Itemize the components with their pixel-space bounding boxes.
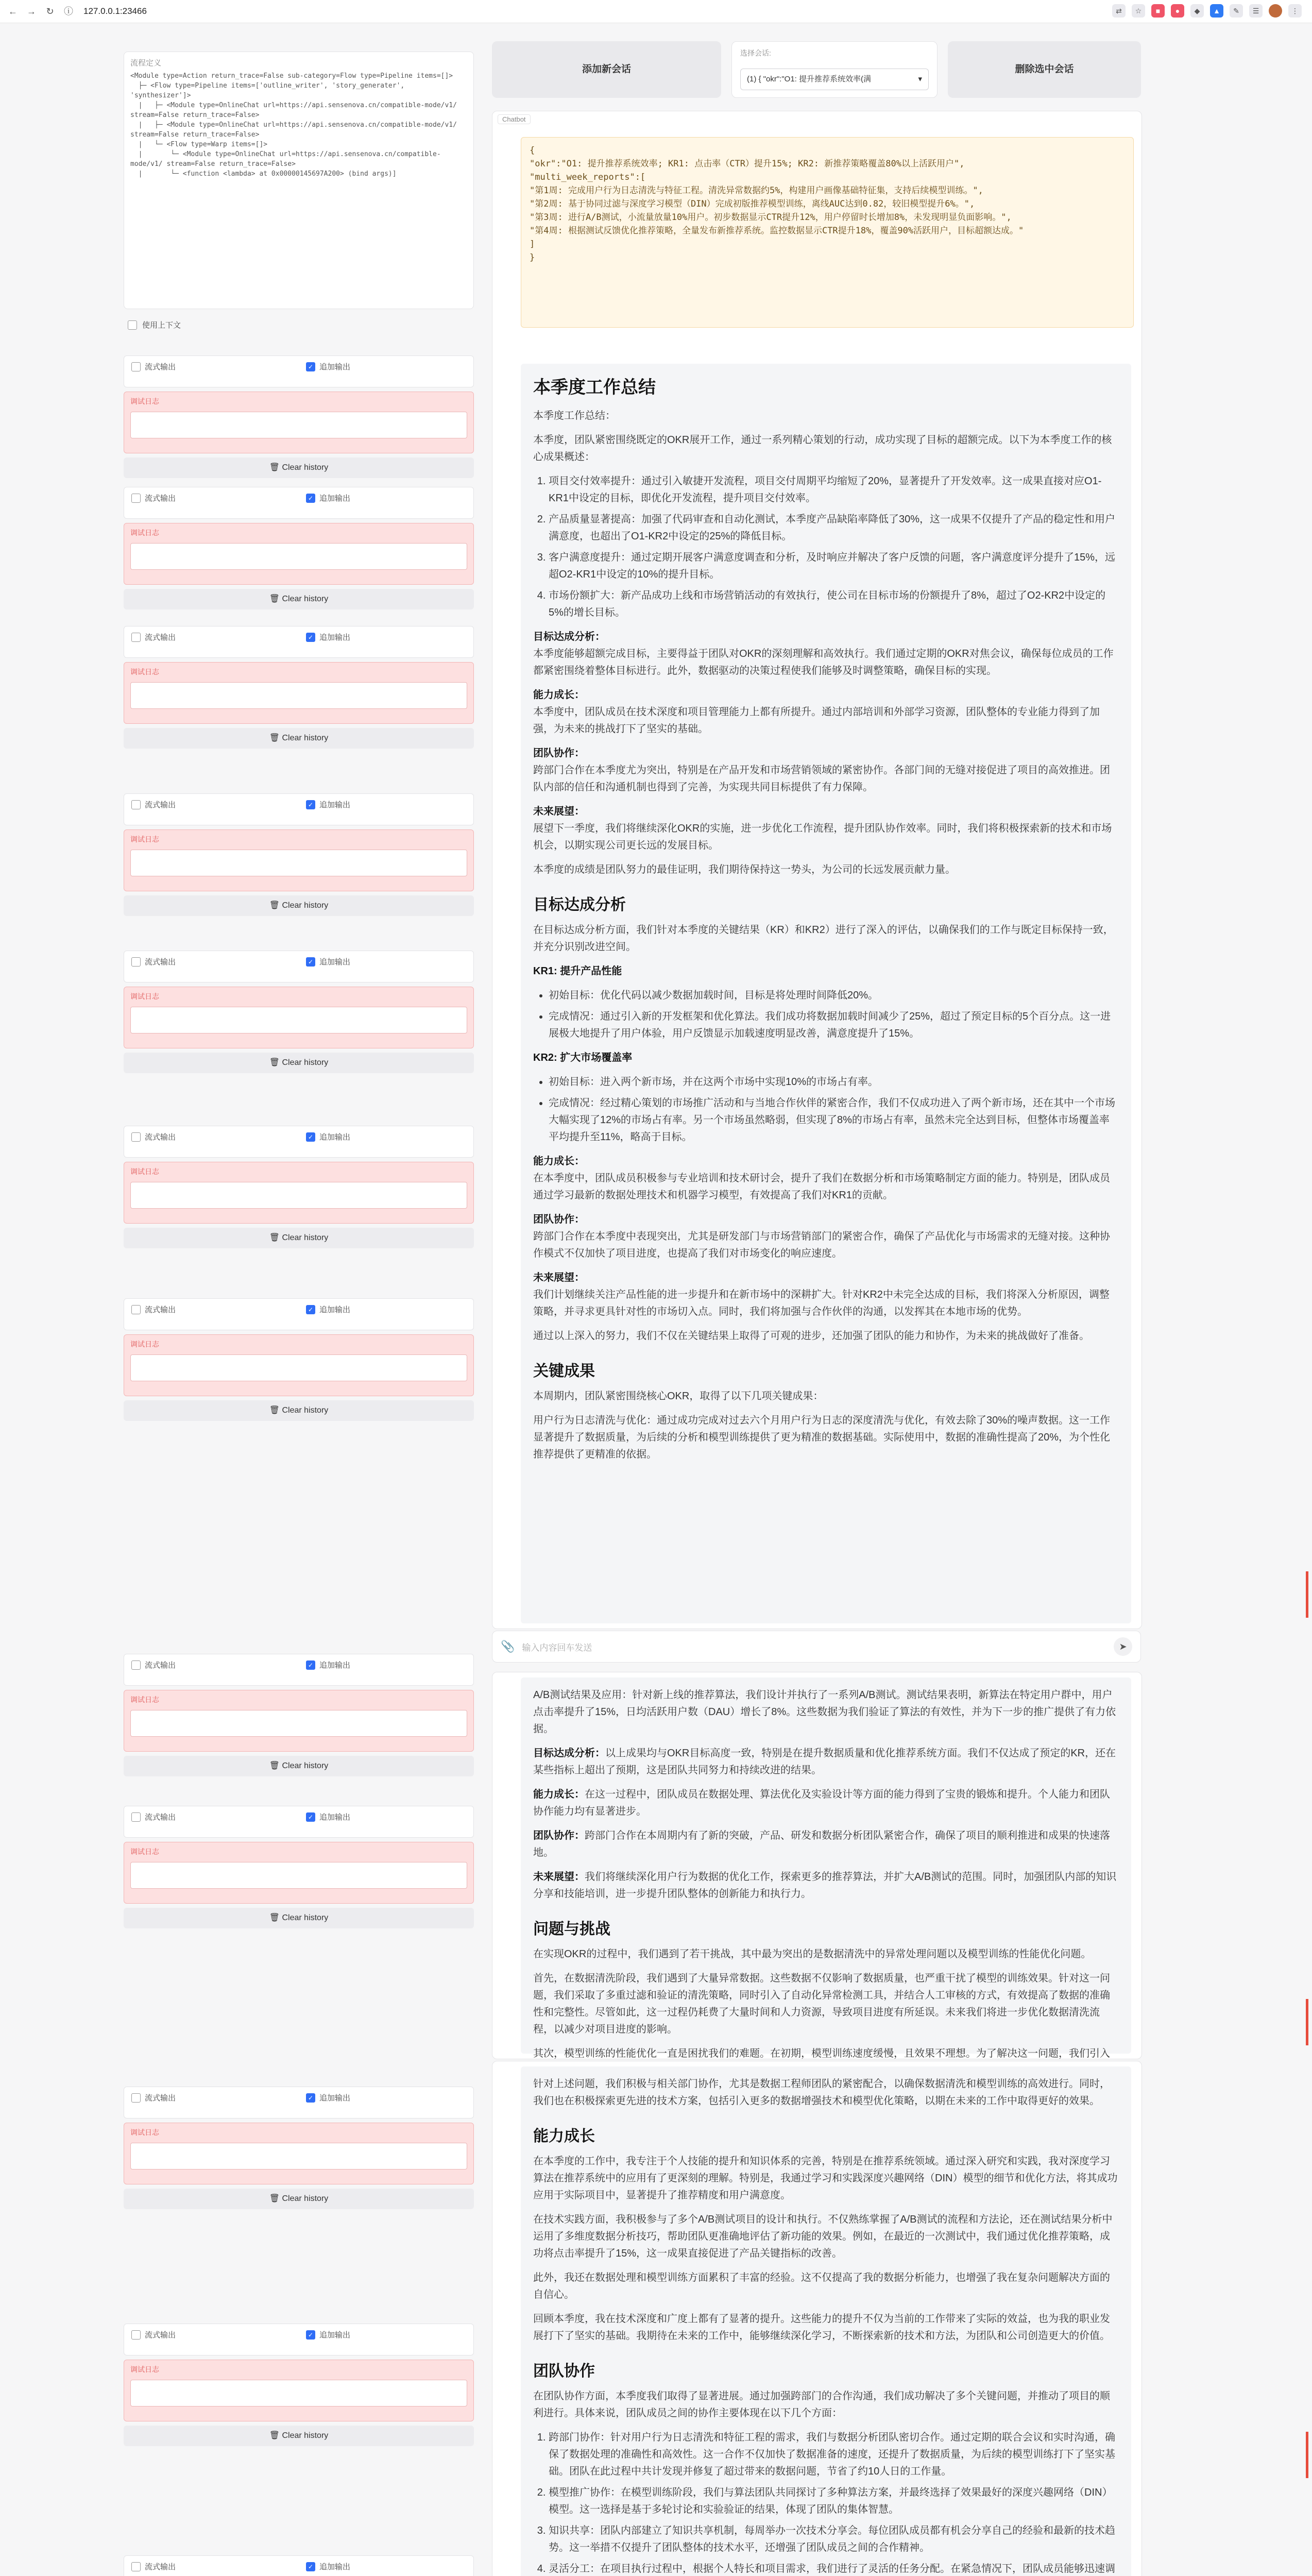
subheading: 能力成长： (533, 1789, 585, 1800)
output-options (124, 1126, 474, 1158)
debug-log-label: 调试日志 (130, 992, 159, 1001)
paragraph: 在技术实践方面，我积极参与了多个A/B测试项目的设计和执行。不仅熟练掌握了A/B测试的流程和方法论，还在测试结果分析中运用了多维度数据分析技巧，帮助团队更准确地评估了新功能的效果。例如，在最近的一次测试中，我们通过优化推荐策略，成功将点击率提升了15%，这一成果直接促进了产品关键指标的改善。 (533, 2214, 1113, 2259)
subheading: 未来展望： (533, 1272, 585, 1283)
clear-history-label: Clear history (282, 463, 329, 472)
append-output-label: 追加输出 (319, 1661, 351, 1670)
list-item: 2. 模型推广协作：在模型训练阶段，我们与算法团队共同探讨了多种算法方案，并最终选择了效果最好的深度兴趣网络（DIN）模型。这一选择是基于多轮讨论和实验验证的结果，体现了团队的集体智慧。 (549, 2484, 1119, 2518)
append-output-option[interactable] (299, 487, 473, 518)
stream-output-label: 流式输出 (145, 494, 176, 503)
checkbox-icon[interactable] (131, 2330, 141, 2340)
extension-red-icon[interactable]: ■ (1151, 4, 1165, 18)
append-output-label: 追加输出 (319, 363, 351, 371)
append-output-label: 追加输出 (319, 633, 351, 642)
paragraph: 本季度的成绩是团队努力的最佳证明，我们期待保持这一势头，为公司的长远发展贡献力量。 (533, 864, 956, 875)
module-control-group (124, 487, 474, 609)
checkbox-icon[interactable] (131, 1660, 141, 1670)
debug-log-textarea[interactable] (130, 682, 467, 709)
checkbox-icon[interactable] (131, 1812, 141, 1822)
debug-log-label: 调试日志 (130, 835, 159, 843)
output-options (124, 2555, 474, 2576)
trash-icon: 🗑 (269, 734, 282, 742)
append-output-option[interactable] (299, 2087, 473, 2118)
stream-output-label: 流式输出 (145, 1133, 176, 1142)
trash-icon: 🗑 (269, 1913, 282, 1922)
checkbox-icon[interactable] (131, 633, 141, 642)
append-output-label: 追加输出 (319, 2563, 351, 2571)
debug-log-label: 调试日志 (130, 1696, 159, 1704)
scroll-indicator[interactable] (1306, 1999, 1308, 2045)
debug-log-box (124, 1334, 474, 1396)
summary-list (533, 473, 1119, 621)
chatbot-panel (492, 1672, 1142, 2059)
assistant-message (521, 1677, 1131, 2059)
clear-history-label: Clear history (282, 1913, 329, 1922)
list-item: • 完成情况：经过精心策划的市场推广活动和与当地合作伙伴的紧密合作，我们不仅成功进入了两个新市场，还在其中一个市场大幅实现了12%的市场占有率。另一个市场虽然略弱，但实现了8%的市场占有率，虽然未完全达到目标，但整体市场覆盖率平均提升至11%，略高于目标。 (549, 1095, 1119, 1146)
checkbox-checked-icon[interactable]: ✓ (306, 1305, 315, 1314)
output-options (124, 1298, 474, 1330)
use-context-toggle[interactable] (128, 319, 474, 330)
append-output-option[interactable] (299, 951, 473, 982)
stream-output-label: 流式输出 (145, 1661, 176, 1670)
clear-history-label: Clear history (282, 1058, 329, 1067)
kr2-list (533, 1074, 1119, 1146)
debug-log-textarea[interactable] (130, 1007, 467, 1033)
clear-history-label: Clear history (282, 2194, 329, 2203)
paragraph: 回顾本季度，我在技术深度和广度上都有了显著的提升。这些能力的提升不仅为当前的工作带来了实际的效益，也为我的职业发展打下了坚实的基础。我期待在未来的工作中，能够继续深化学习，不断探索新的技术和方法，为团队和公司创造更大的价值。 (533, 2313, 1110, 2342)
checkbox-icon[interactable] (131, 362, 141, 371)
clear-history-button[interactable] (124, 1908, 474, 1928)
message-input-bar[interactable] (492, 1631, 1141, 1663)
output-options (124, 793, 474, 825)
paragraph: 本季度工作总结： (533, 410, 616, 421)
clear-history-button[interactable] (124, 589, 474, 609)
browser-toolbar (0, 0, 1312, 23)
append-output-option[interactable] (299, 1299, 473, 1330)
section-title: 关键成果 (533, 1363, 595, 1380)
section-title: 目标达成分析 (533, 896, 626, 913)
clear-history-button[interactable] (124, 2426, 474, 2446)
stream-output-option[interactable] (124, 794, 299, 825)
clear-history-label: Clear history (282, 1233, 329, 1242)
module-control-group (124, 2324, 474, 2446)
debug-log-textarea[interactable] (130, 850, 467, 876)
stream-output-option[interactable] (124, 1654, 299, 1685)
paragraph: 通过以上深入的努力，我们不仅在关键结果上取得了可观的进步，还加强了团队的能力和协作，为未来的挑战做好了准备。 (533, 1330, 1089, 1342)
output-options (124, 626, 474, 658)
paragraph: 在目标达成分析方面，我们针对本季度的关键结果（KR）和KR2）进行了深入的评估，以确保我们的工作与既定目标保持一致，并充分识别改进空间。 (533, 924, 1114, 953)
stream-output-label: 流式输出 (145, 958, 176, 967)
paragraph: 在团队协作方面，本季度我们取得了显著进展。通过加强跨部门的合作沟通，我们成功解决了多个关键问题，并推动了项目的顺利进行。具体来说，团队成员之间的协作主要体现在以下几个方面： (533, 2391, 1110, 2419)
delete-session-button[interactable]: 删除选中会话 (948, 41, 1141, 98)
output-options (124, 1806, 474, 1838)
debug-log-box (124, 829, 474, 891)
clear-history-label: Clear history (282, 1761, 329, 1770)
paragraph: 跨部门合作在本周期内有了新的突破，产品、研发和数据分析团队紧密合作，确保了项目的顺利推进和成果的快速落地。 (533, 1830, 1110, 1858)
module-control-group (124, 1654, 474, 1776)
trash-icon: 🗑 (269, 1058, 282, 1067)
checkbox-checked-icon[interactable]: ✓ (306, 633, 315, 642)
clear-history-button[interactable] (124, 2189, 474, 2209)
list-item: 3. 知识共享：团队内部建立了知识共享机制，每周举办一次技术分享会。每位团队成员都有机会分享自己的经验和最新的技术趋势。这一举措不仅提升了团队整体的技术水平，还增强了团队成员之间的合作精神。 (549, 2522, 1119, 2556)
clear-history-label: Clear history (282, 734, 329, 742)
extension-blue-icon[interactable]: ▲ (1210, 4, 1223, 18)
assistant-message (521, 2066, 1131, 2576)
debug-log-textarea[interactable] (130, 2380, 467, 2406)
translate-icon[interactable]: ⇄ (1112, 4, 1126, 18)
debug-log-textarea[interactable] (130, 1710, 467, 1737)
module-control-group (124, 1298, 474, 1421)
append-output-option[interactable] (299, 1806, 473, 1837)
section-title: 问题与挑战 (533, 1921, 610, 1938)
clear-history-label: Clear history (282, 595, 329, 603)
paragraph: 我们计划继续关注产品性能的进一步提升和在新市场中的深耕扩大。针对KR2中未完全达成的目标，我们将深入分析原因，调整策略，并寻求更具针对性的市场切入点。同时，我们将加强与合作伙伴的沟通，以发挥其在本地市场的优势。 (533, 1289, 1110, 1317)
add-session-button[interactable]: 添加新会话 (492, 41, 721, 98)
paragraph: 本周期内，团队紧密围绕核心OKR，取得了以下几项关键成果： (533, 1391, 824, 1402)
debug-log-textarea[interactable] (130, 2143, 467, 2170)
paragraph: 跨部门合作在本季度尤为突出，特别是在产品开发和市场营销领域的紧密协作。各部门间的无缝对接促进了项目的高效推进。团队内部的信任和沟通机制也得到了完善，为实现共同目标提供了有力保障。 (533, 765, 1110, 793)
stream-output-option[interactable] (124, 1126, 299, 1157)
paragraph: 展望下一季度，我们将继续深化OKR的实施，进一步优化工作流程，提升团队协作效率。同时，我们将积极探索新的技术和市场机会，以期实现公司更长远的发展目标。 (533, 823, 1112, 851)
stream-output-label: 流式输出 (145, 2563, 176, 2571)
back-icon[interactable]: ← (8, 6, 18, 16)
more-icon[interactable]: ⋮ (1288, 4, 1302, 18)
debug-log-label: 调试日志 (130, 1167, 159, 1176)
append-output-label: 追加输出 (319, 958, 351, 967)
clear-history-button[interactable] (124, 728, 474, 749)
module-control-group (124, 2555, 474, 2576)
append-output-label: 追加输出 (319, 801, 351, 809)
extension-pink-icon[interactable]: ● (1171, 4, 1184, 18)
append-output-label: 追加输出 (319, 2331, 351, 2340)
stream-output-label: 流式输出 (145, 1813, 176, 1822)
paragraph: 在这一过程中，团队成员在数据处理、算法优化及实验设计等方面的能力得到了宝贵的锻炼和提升。个人能力和团队协作能力均有显著进步。 (533, 1789, 1110, 1817)
subheading: 未来展望： (533, 1871, 585, 1883)
paragraph: 以上成果均与OKR目标高度一致，特别是在提升数据质量和优化推荐系统方面。我们不仅达成了预定的KR，还在某些指标上超出了预期，这是团队共同努力和持续改进的结果。 (533, 1748, 1116, 1776)
paragraph: 跨部门合作在本季度中表现突出，尤其是研发部门与市场营销部门的紧密合作，确保了产品优化与市场需求的无缝对接。这种协作模式不仅加快了项目进度，也提高了我们对市场变化的响应速度。 (533, 1231, 1110, 1259)
left-panel (124, 52, 474, 330)
checkbox-icon[interactable] (131, 957, 141, 967)
send-icon[interactable]: ➤ (1114, 1637, 1132, 1656)
output-options (124, 2324, 474, 2355)
append-output-option[interactable] (299, 2324, 473, 2355)
session-select-value[interactable] (740, 69, 929, 90)
trash-icon: 🗑 (269, 1761, 282, 1770)
append-output-label: 追加输出 (319, 1306, 351, 1314)
output-options (124, 2087, 474, 2119)
section-title: 能力成长 (533, 2128, 595, 2145)
checkbox-checked-icon[interactable]: ✓ (306, 1812, 315, 1822)
stream-output-option[interactable] (124, 1806, 299, 1837)
checkbox-icon[interactable] (131, 1305, 141, 1314)
debug-log-textarea[interactable] (130, 1862, 467, 1889)
checkbox-checked-icon[interactable]: ✓ (306, 2093, 315, 2103)
output-options (124, 487, 474, 519)
module-control-group (124, 1126, 474, 1248)
stream-output-label: 流式输出 (145, 1306, 176, 1314)
append-output-label: 追加输出 (319, 494, 351, 503)
debug-log-label: 调试日志 (130, 2128, 159, 2137)
subheading: 团队协作： (533, 1830, 585, 1841)
stream-output-label: 流式输出 (145, 2094, 176, 2103)
checkbox-icon[interactable] (128, 320, 137, 330)
debug-log-box (124, 1690, 474, 1752)
scroll-indicator[interactable] (1306, 2432, 1308, 2478)
stream-output-option[interactable] (124, 356, 299, 387)
list-item: 1. 跨部门协作：针对用户行为日志清洗和特征工程的需求，我们与数据分析团队密切合作。通过定期的联合会议和实时沟通，确保了数据处理的准确性和高效性。这一合作不仅加快了数据准备的速度，还提升了数据质量，为后续的模型训练打下了坚实基础。团队在此过程中共计发现并修复了超过带来的数据问题，节省了约10人日的工作量。 (549, 2429, 1119, 2480)
trash-icon: 🗑 (269, 595, 282, 603)
section-title: 团队协作 (533, 2363, 595, 2380)
checkbox-checked-icon[interactable]: ✓ (306, 1660, 315, 1670)
debug-log-textarea[interactable] (130, 543, 467, 570)
reload-icon[interactable]: ↻ (46, 6, 54, 16)
stream-output-label: 流式输出 (145, 363, 176, 371)
subheading: 能力成长： (533, 1156, 585, 1167)
stream-output-label: 流式输出 (145, 2331, 176, 2340)
stream-output-option[interactable] (124, 2556, 299, 2576)
paragraph: A/B测试结果及应用：针对新上线的推荐算法，我们设计并执行了一系列A/B测试。测试结果表明，新算法在特定用户群中，用户点击率提升了15%，日均活跃用户数（DAU）增长了8%。这些数据为我们验证了算法的有效性，并为下一步的推广提供了有力依据。 (533, 1689, 1116, 1735)
output-options (124, 355, 474, 387)
output-options (124, 951, 474, 982)
chatbot-panel (492, 2061, 1142, 2576)
session-select[interactable] (731, 41, 938, 98)
checkbox-checked-icon[interactable]: ✓ (306, 800, 315, 809)
module-control-group (124, 626, 474, 749)
checkbox-checked-icon[interactable]: ✓ (306, 957, 315, 967)
append-output-option[interactable] (299, 356, 473, 387)
checkbox-checked-icon[interactable]: ✓ (306, 1132, 315, 1142)
paragraph: 其次，模型训练的性能优化一直是困扰我们的难题。在初期，模型训练速度缓慢，且效果不理想。为了解决这一问题，我们引入 (533, 2048, 1110, 2059)
stream-output-option[interactable] (124, 2087, 299, 2118)
clear-history-button[interactable] (124, 1400, 474, 1421)
checkbox-checked-icon[interactable]: ✓ (306, 362, 315, 371)
avatar[interactable] (1269, 4, 1282, 18)
debug-log-label: 调试日志 (130, 2365, 159, 2374)
debug-log-box (124, 523, 474, 585)
paragraph: 此外，我还在数据处理和模型训练方面累积了丰富的经验。这不仅提高了我的数据分析能力，也增强了我在复杂问题解决方面的自信心。 (533, 2272, 1110, 2300)
subheading: 未来展望： (533, 806, 585, 817)
module-control-group (124, 793, 474, 916)
list-item: 4. 市场份额扩大：新产品成功上线和市场营销活动的有效执行，使公司在目标市场的份额提升了8%，超过了O2-KR2中设定的5%的增长目标。 (549, 587, 1119, 621)
forward-icon[interactable]: → (27, 6, 36, 16)
clear-history-button[interactable] (124, 895, 474, 916)
debug-log-label: 调试日志 (130, 668, 159, 676)
debug-log-label: 调试日志 (130, 529, 159, 537)
stream-output-option[interactable] (124, 2324, 299, 2355)
debug-log-box (124, 2123, 474, 2184)
debug-log-label: 调试日志 (130, 1848, 159, 1856)
checkbox-icon[interactable] (131, 494, 141, 503)
stream-output-option[interactable] (124, 951, 299, 982)
user-message: { "okr":"O1: 提升推荐系统效率; KR1: 点击率（CTR）提升15%; KR2: 新推荐策略覆盖80%以上活跃用户", "multi_week_reports":[ "第1周: 完成用户行为日志清洗与特征工程。清洗异常数据约5%，构建用户画像基础特征集，支持后续模型训练。", "第2周: 基于协同过滤与深度学习模型（DIN）完成初版推荐模型训练，离线AUC达到0.82，较旧模型提升6%。", "第3周: 进行A/B测试，小流量放量10%用户。初步数据显示CTR提升12%，用户停留时长增加8%，未发现明显负面影响。", "第4周: 根据测试反馈优化推荐策略，全量发布新推荐系统。监控数据显示CTR提升18%，覆盖90%活跃用户，目标超额达成。" ] } (521, 137, 1134, 328)
trash-icon: 🗑 (269, 463, 282, 472)
trash-icon: 🗑 (269, 2194, 282, 2203)
module-control-group (124, 1806, 474, 1928)
module-control-group (124, 951, 474, 1073)
debug-log-textarea[interactable] (130, 1354, 467, 1381)
paragraph: 在本季度中，团队成员积极参与专业培训和技术研讨会，提升了我们在数据分析和市场策略制定方面的能力。特别是，团队成员通过学习最新的数据处理技术和机器学习模型，有效提高了我们对KR1的贡献。 (533, 1173, 1110, 1201)
debug-log-box (124, 2360, 474, 2421)
assistant-message (521, 364, 1131, 1623)
clear-history-button[interactable] (124, 1756, 474, 1776)
team-list (533, 2429, 1119, 2576)
paragraph: 在本季度的工作中，我专注于个人技能的提升和知识体系的完善，特别是在推荐系统领域。通过深入研究和实践，我对深度学习算法在推荐系统中的应用有了更深刻的理解。特别是，我通过学习和实践深度兴趣网络（DIN）模型的细节和优化方法，将其成功应用于实际项目中，显著提升了推荐精度和用户满意度。 (533, 2156, 1118, 2201)
append-output-option[interactable] (299, 794, 473, 825)
subheading: 团队协作： (533, 1214, 585, 1225)
trash-icon: 🗑 (269, 901, 282, 910)
extension-bar (1112, 4, 1302, 18)
paragraph: 针对上述问题，我们积极与相关部门协作，尤其是数据工程师团队的紧密配合，以确保数据清洗和模型训练的高效进行。同时，我们也在积极探索更先进的技术方案，包括引入更多的数据增强技术和模型优化策略，以期在未来的工作中取得更好的效果。 (533, 2078, 1110, 2107)
trash-icon: 🗑 (269, 1233, 282, 1242)
checkbox-icon[interactable] (131, 800, 141, 809)
list-item: • 完成情况：通过引入新的开发框架和优化算法。我们成功将数据加载时间减少了25%，超过了预定目标的5个百分点。这一进展极大地提升了用户体验，用户反馈显示加载速度明显改善，满意度提升了15%。 (549, 1008, 1119, 1042)
subheading: KR1: 提升产品性能 (533, 965, 622, 977)
append-output-option[interactable] (299, 2556, 473, 2576)
debug-log-label: 调试日志 (130, 397, 159, 405)
output-options (124, 1654, 474, 1686)
stream-output-label: 流式输出 (145, 801, 176, 809)
append-output-label: 追加输出 (319, 2094, 351, 2103)
session-select-label: 选择会话: (740, 49, 771, 57)
subheading: 团队协作： (533, 748, 585, 759)
list-item: 2. 产品质量显著提高：加强了代码审查和自动化测试，本季度产品缺陷率降低了30%，这一成果不仅提升了产品的稳定性和用户满意度，也超出了O1-KR2中设定的25%的降低目标。 (549, 511, 1119, 545)
debug-log-box (124, 1162, 474, 1224)
clear-history-label: Clear history (282, 1406, 329, 1415)
extension-puzzle-icon[interactable]: ✎ (1230, 4, 1243, 18)
flow-definition-box (124, 52, 474, 309)
subheading: KR2: 扩大市场覆盖率 (533, 1052, 633, 1063)
paragraph: 在实现OKR的过程中，我们遇到了若干挑战，其中最为突出的是数据清洗中的异常处理问题以及模型训练的性能优化问题。 (533, 1948, 1092, 1960)
clear-history-button[interactable] (124, 1228, 474, 1248)
extension-menu-icon[interactable]: ☰ (1249, 4, 1263, 18)
list-item: 3. 客户满意度提升：通过定期开展客户满意度调查和分析，及时响应并解决了客户反馈的问题，客户满意度评分提升了15%，远超O2-KR1中设定的10%的提升目标。 (549, 549, 1119, 583)
clear-history-button[interactable] (124, 457, 474, 478)
debug-log-box (124, 392, 474, 453)
subheading: 目标达成分析： (533, 1748, 605, 1759)
checkbox-checked-icon[interactable]: ✓ (306, 494, 315, 503)
star-icon[interactable]: ☆ (1132, 4, 1145, 18)
debug-log-textarea[interactable] (130, 412, 467, 438)
paragraph: 用户行为日志清洗与优化：通过成功完成对过去六个月用户行为日志的深度清洗与优化，有效去除了30%的噪声数据。这一工作显著提升了数据质量，为后续的分析和模型训练提供了更为精准的数据基础。实际使用中，数据的准确性提高了20%，为个性化推荐提供了更精准的依据。 (533, 1415, 1111, 1460)
append-output-option[interactable] (299, 626, 473, 657)
section-title: 本季度工作总结 (533, 378, 656, 397)
address-bar[interactable]: 127.0.0.1:23466 (83, 6, 147, 16)
clear-history-button[interactable] (124, 1053, 474, 1073)
debug-log-label: 调试日志 (130, 1340, 159, 1348)
stream-output-option[interactable] (124, 626, 299, 657)
chatbot-tag: Chatbot (498, 114, 531, 124)
checkbox-checked-icon[interactable]: ✓ (306, 2330, 315, 2340)
debug-log-box (124, 1842, 474, 1904)
checkbox-icon[interactable] (131, 1132, 141, 1142)
paragraph: 本季度，团队紧密围绕既定的OKR展开工作，通过一系列精心策划的行动，成功实现了目标的超额完成。以下为本季度工作的核心成果概述： (533, 434, 1112, 463)
clear-history-label: Clear history (282, 2431, 329, 2440)
use-context-label: 使用上下文 (142, 321, 181, 330)
append-output-label: 追加输出 (319, 1133, 351, 1142)
append-output-option[interactable] (299, 1654, 473, 1685)
list-item: 1. 项目交付效率提升：通过引入敏捷开发流程，项目交付周期平均缩短了20%，显著提升了开发效率。这一成果直接对应O1-KR1中设定的目标，即优化开发流程，提升项目交付效率。 (549, 473, 1119, 507)
flow-label: 流程定义 (130, 59, 162, 67)
info-icon[interactable]: ⓘ (64, 6, 73, 16)
trash-icon: 🗑 (269, 1406, 282, 1415)
subheading: 目标达成分析： (533, 631, 605, 642)
list-item: • 初始目标：优化代码以减少数据加载时间，目标是将处理时间降低20%。 (549, 987, 1119, 1004)
attach-icon[interactable]: 📎 (501, 1640, 515, 1653)
list-item: • 初始目标：进入两个新市场，并在这两个市场中实现10%的市场占有率。 (549, 1074, 1119, 1091)
append-output-option[interactable] (299, 1126, 473, 1157)
clear-history-label: Clear history (282, 901, 329, 910)
chevron-down-icon: ▾ (918, 75, 922, 83)
flow-code: <Module type=Action return_trace=False sub-category=Flow type=Pipeline items=[]> ├─ <Flow type=Pipeline items=['outline_writer', 'story_generater', 'synthesizer']> | ├─ <Module type=OnlineChat url=https://api.sensenova.cn/compatible-mode/v1/ stream=False return_trace=False> | ├─ <Module type=OnlineChat url=https://api.sensenova.cn/compatible-mode/v1/ stream=False return_trace=False> | └─ <Flow type=Warp items=[]> | └─ <Module type=OnlineChat url=https://api.sensenova.cn/compatible-mode/v1/ stream=False return_trace=False> | └─ <function <lambda> at 0x00000145697A200> (bind args)] (130, 72, 457, 178)
checkbox-checked-icon[interactable]: ✓ (306, 2562, 315, 2571)
stream-output-option[interactable] (124, 1299, 299, 1330)
debug-log-box (124, 987, 474, 1048)
session-select-text: (1) { "okr":"O1: 提升推荐系统效率(满 (747, 75, 871, 83)
checkbox-icon[interactable] (131, 2093, 141, 2103)
chatbot-panel (492, 111, 1142, 1629)
paragraph: 我们将继续深化用户行为数据的优化工作，探索更多的推荐算法，并扩大A/B测试的范围。同时，加强团队内部的知识分享和技能培训，进一步提升团队整体的创新能力和执行力。 (533, 1871, 1117, 1900)
trash-icon: 🗑 (269, 2431, 282, 2440)
checkbox-icon[interactable] (131, 2562, 141, 2571)
paragraph: 本季度中，团队成员在技术深度和项目管理能力上都有所提升。通过内部培训和外部学习资源，团队整体的专业能力得到了加强，为未来的挑战打下了坚实的基础。 (533, 706, 1100, 735)
module-control-group (124, 355, 474, 478)
extension-gray-icon[interactable]: ◆ (1190, 4, 1204, 18)
list-item: 4. 灵活分工：在项目执行过程中，根据个人特长和项目需求，我们进行了灵活的任务分配。在紧急情况下，团队成员能够迅速调 (549, 2561, 1119, 2576)
message-input[interactable]: 输入内容回车发送 (522, 1642, 592, 1653)
debug-log-textarea[interactable] (130, 1182, 467, 1209)
paragraph: 本季度能够超额完成目标，主要得益于团队对OKR的深刻理解和高效执行。我们通过定期的OKR对焦会议，确保每位成员的工作都紧密围绕着整体目标进行。此外，数据驱动的决策过程使我们能够及时调整策略，确保目标的实现。 (533, 648, 1114, 676)
stream-output-label: 流式输出 (145, 633, 176, 642)
scroll-indicator[interactable] (1306, 1571, 1308, 1618)
subheading: 能力成长： (533, 689, 585, 701)
module-control-group (124, 2087, 474, 2209)
stream-output-option[interactable] (124, 487, 299, 518)
paragraph: 首先，在数据清洗阶段，我们遇到了大量异常数据。这些数据不仅影响了数据质量，也严重干扰了模型的训练效果。针对这一问题，我们采取了多重过滤和验证的清洗策略，同时引入了自动化异常检测工具，并结合人工审核的方式，有效提高了数据的准确性和完整性。尽管如此，这一过程仍耗费了大量时间和人力资源，导致项目进度有所延误。未来我们将进一步优化数据清洗流程，以减少对项目进度的影响。 (533, 1973, 1110, 2035)
kr1-list (533, 987, 1119, 1042)
append-output-label: 追加输出 (319, 1813, 351, 1822)
debug-log-box (124, 662, 474, 724)
